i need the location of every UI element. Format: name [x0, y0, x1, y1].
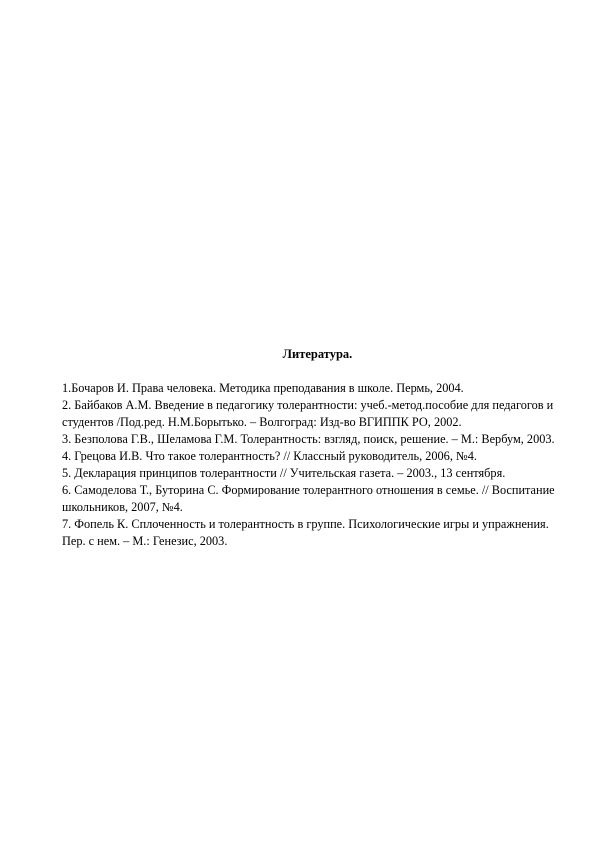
reference-item-4: 4. Грецова И.В. Что такое толерантность? // Классный руководитель, 2006, №4. [62, 449, 477, 463]
reference-item-3: 3. Безполова Г.В., Шеламова Г.М. Толерантность: взгляд, поиск, решение. – М.: Вербум, 2003. [62, 432, 555, 446]
reference-item-6: 6. Самоделова Т., Буторина С. Формирование толерантного отношения в семье. // Воспитание школьников, 2007, №4. [62, 483, 555, 514]
reference-item-5: 5. Декларация принципов толерантности // Учительская газета. – 2003., 13 сентября. [62, 466, 506, 480]
page-title: Литература. [282, 347, 353, 361]
reference-item-2: 2. Байбаков А.М. Введение в педагогику толерантности: учеб.-метод.пособие для педагогов и студентов /Под.ред. Н.М.Борытько. – Волгоград: Изд-во ВГИППК РО, 2002. [62, 398, 554, 429]
reference-item-7: 7. Фопель К. Сплоченность и толерантность в группе. Психологические игры и упражнения. Пер. с нем. – М.: Генезис, 2003. [62, 517, 549, 548]
reference-item-1: 1.Бочаров И. Права человека. Методика преподавания в школе. Пермь, 2004. [62, 381, 464, 395]
reference-list [62, 380, 562, 550]
